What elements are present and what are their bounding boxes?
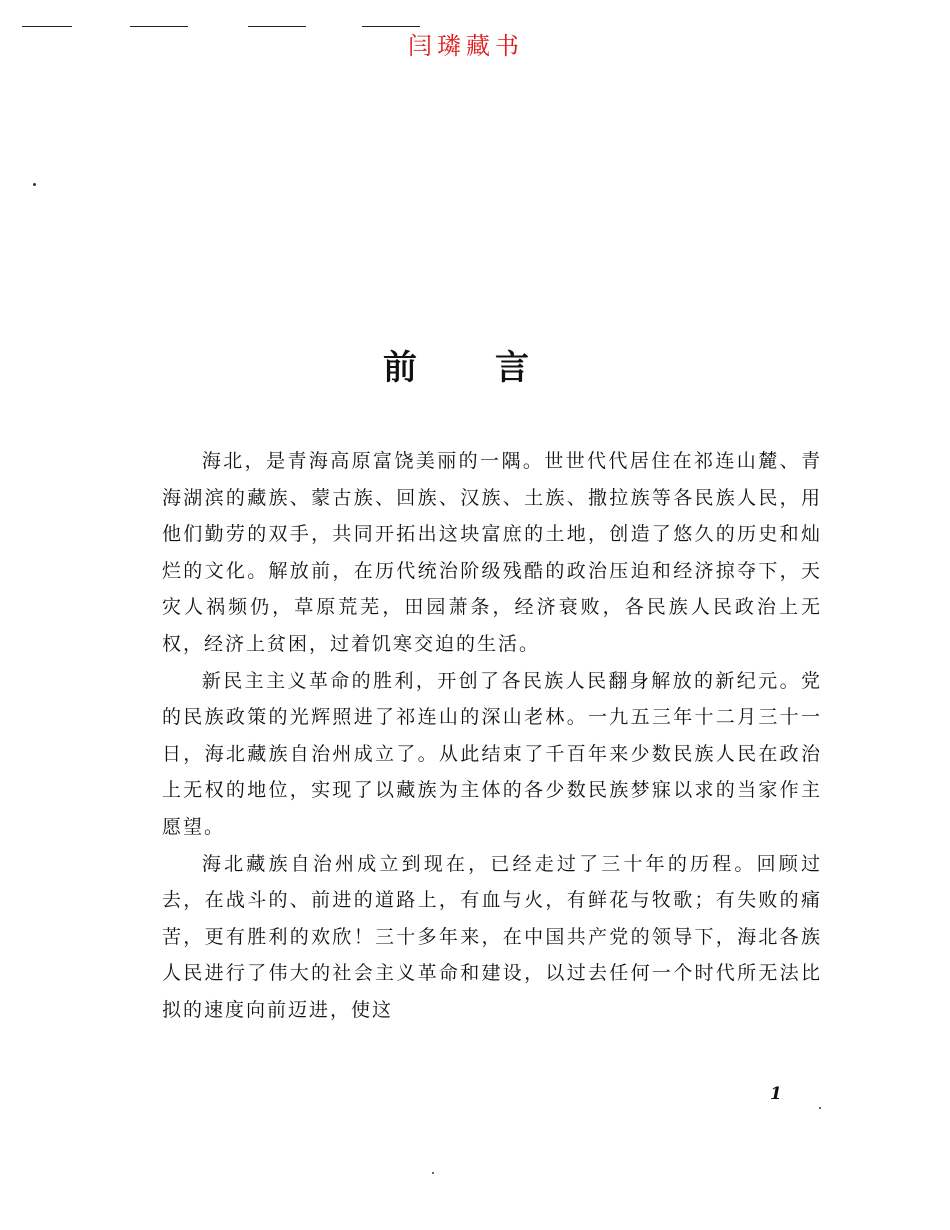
page-title: 前言 — [383, 348, 607, 388]
page-number: 1 — [770, 1084, 782, 1104]
collection-stamp: 闫璘藏书 — [408, 32, 524, 60]
scan-speck — [432, 1172, 434, 1174]
body-text — [162, 443, 822, 1029]
header-rule — [22, 26, 72, 27]
header-rule — [248, 26, 306, 27]
scan-speck — [819, 1107, 821, 1109]
header-rule — [130, 26, 188, 27]
paragraph: 海北藏族自治州成立到现在，已经走过了三十年的历程。回顾过去，在战斗的、前进的道路上，有血与火，有鲜花与牧歌；有失败的痛苦，更有胜利的欢欣！三十多年来，在中国共产党的领导下，海北各族人民进行了伟大的社会主义革命和建设，以过去任何一个时代所无法比拟的速度向前迈进，使这 — [162, 852, 822, 1021]
scan-speck — [33, 183, 36, 186]
paragraph: 海北，是青海高原富饶美丽的一隅。世世代代居住在祁连山麓、青海湖滨的藏族、蒙古族、回族、汉族、土族、撒拉族等各民族人民，用他们勤劳的双手，共同开拓出这块富庶的土地，创造了悠久的历史和灿烂的文化。解放前，在历代统治阶级残酷的政治压迫和经济掠夺下，天灾人祸频仍，草原荒芜，田园萧条，经济衰败，各民族人民政治上无权，经济上贫困，过着饥寒交迫的生活。 — [162, 450, 822, 655]
paragraph: 新民主主义革命的胜利，开创了各民族人民翻身解放的新纪元。党的民族政策的光辉照进了祁连山的深山老林。一九五三年十二月三十一日，海北藏族自治州成立了。从此结束了千百年来少数民族人民在政治上无权的地位，实现了以藏族为主体的各少数民族梦寐以求的当家作主愿望。 — [162, 669, 822, 838]
